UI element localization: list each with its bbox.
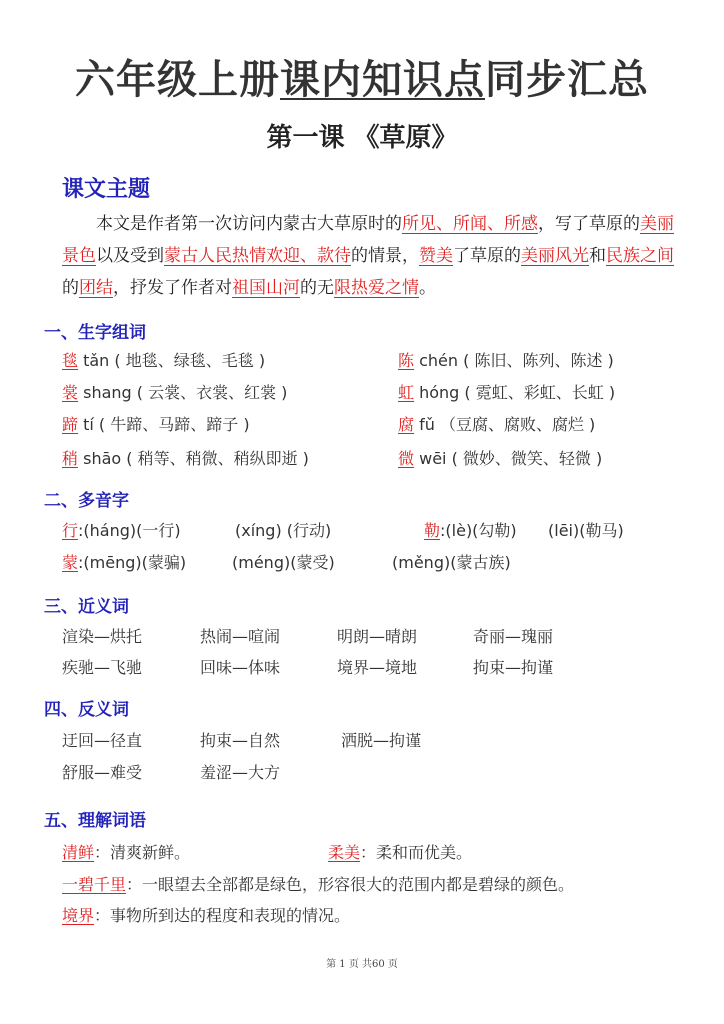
vocab-definition: ：事物所到达的程度和表现的情况。	[94, 906, 351, 925]
polyphone-row	[62, 550, 186, 573]
synonym-pair: 热闹—喧闹	[200, 627, 281, 646]
reading: :(mēng)(蒙骗)	[78, 553, 187, 572]
section-heading-antonyms: 四、反义词	[44, 700, 129, 720]
theme-heading: 课文主题	[62, 177, 151, 202]
char: 微	[398, 449, 415, 468]
char-row	[398, 446, 602, 469]
highlighted-phrase: 美丽景色	[62, 214, 674, 266]
char: 蹄	[62, 415, 79, 434]
char-row	[62, 380, 287, 403]
char: 蒙	[62, 553, 79, 572]
section-heading-synonyms: 三、近义词	[44, 597, 129, 617]
vocab-item	[62, 903, 350, 926]
vocab-item	[328, 840, 472, 863]
highlighted-phrase: 蒙古人民热情欢迎、款待	[164, 246, 351, 266]
highlighted-phrase: 民族之间	[606, 246, 674, 266]
antonym-pair: 羞涩—大方	[200, 763, 281, 782]
text-segment: ，写了草原的	[538, 214, 640, 234]
text-segment: 了草原的	[453, 246, 521, 266]
vocab-item	[62, 872, 574, 895]
char: 行	[62, 521, 79, 540]
vocab-definition: ：一眼望去全部都是绿色，形容很大的范围内都是碧绿的颜色。	[126, 875, 575, 894]
char-words: fǔ （豆腐、腐败、腐烂 )	[414, 415, 596, 434]
vocab-term: 柔美	[328, 843, 361, 862]
vocab-term: 境界	[62, 906, 95, 925]
section-heading-characters: 一、生字组词	[44, 323, 146, 343]
reading: (méng)(蒙受)	[232, 553, 335, 572]
highlighted-phrase: 所见、所闻、所感	[402, 214, 538, 234]
reading: (xíng) (行动)	[235, 521, 332, 540]
antonym-pair: 拘束—自然	[200, 731, 281, 750]
synonym-pair: 回味—体味	[200, 658, 281, 677]
section-heading-vocabulary: 五、理解词语	[44, 811, 146, 831]
text-segment: 本文是作者第一次访问内蒙古大草原时的	[62, 214, 402, 234]
vocab-term: 清鲜	[62, 843, 95, 862]
synonym-pair: 明朗—晴朗	[337, 627, 418, 646]
char-row	[62, 446, 309, 469]
char-words: shāo ( 稍等、稍微、稍纵即逝 )	[78, 449, 309, 468]
char-words: chén ( 陈旧、陈列、陈述 )	[414, 351, 614, 370]
char-words: wēi ( 微妙、微笑、轻微 )	[414, 449, 603, 468]
char-row	[398, 380, 615, 403]
char: 裳	[62, 383, 79, 402]
reading: :(lè)(勾勒)	[440, 521, 517, 540]
antonym-pair: 洒脱—拘谨	[341, 731, 422, 750]
text-segment: ，抒发了作者对	[113, 278, 232, 298]
polyphone-row	[424, 518, 517, 541]
antonym-pair: 舒服—难受	[62, 763, 143, 782]
char-row	[62, 348, 265, 371]
highlighted-phrase: 祖国山河	[232, 278, 300, 298]
char-words: tí ( 牛蹄、马蹄、蹄子 )	[78, 415, 250, 434]
char-words: tǎn ( 地毯、绿毯、毛毯 )	[78, 351, 266, 370]
highlighted-phrase: 美丽风光	[521, 246, 589, 266]
reading: (měng)(蒙古族)	[392, 553, 511, 572]
lesson-title: 第一课 《草原》	[266, 123, 458, 153]
text-segment: 的	[62, 278, 79, 298]
synonym-pair: 奇丽—瑰丽	[473, 627, 554, 646]
polyphone-row	[62, 518, 181, 541]
text-segment: 以及受到	[96, 246, 164, 266]
vocab-definition: ：柔和而优美。	[360, 843, 473, 862]
reading: (lēi)(勒马)	[548, 521, 624, 540]
char-words: shang ( 云裳、衣裳、红裳 )	[78, 383, 288, 402]
synonym-pair: 拘束—拘谨	[473, 658, 554, 677]
char: 虹	[398, 383, 415, 402]
char: 稍	[62, 449, 79, 468]
text-segment: 的情景，	[351, 246, 419, 266]
char: 腐	[398, 415, 415, 434]
highlighted-phrase: 团结	[79, 278, 113, 298]
antonym-pair: 迂回—径直	[62, 731, 143, 750]
char: 勒	[424, 521, 441, 540]
document-title	[0, 48, 724, 105]
page-number: 第 1 页 共60 页	[326, 959, 398, 970]
char: 毯	[62, 351, 79, 370]
vocab-definition: ：清爽新鲜。	[94, 843, 191, 862]
vocab-term: 一碧千里	[62, 875, 127, 894]
highlighted-phrase: 赞美	[419, 246, 453, 266]
char: 陈	[398, 351, 415, 370]
char-row	[62, 412, 250, 435]
reading: :(háng)(一行)	[78, 521, 181, 540]
char-words: hóng ( 霓虹、彩虹、长虹 )	[414, 383, 616, 402]
synonym-pair: 渲染—烘托	[62, 627, 143, 646]
vocab-item	[62, 840, 190, 863]
text-segment: 。	[419, 278, 436, 298]
highlighted-phrase: 限热爱之情	[334, 278, 419, 298]
text-segment: 的无	[300, 278, 334, 298]
char-row	[398, 348, 614, 371]
title-part: 同步汇总	[485, 57, 649, 103]
theme-paragraph	[62, 208, 682, 304]
title-part: 六年级上册	[75, 57, 280, 103]
section-heading-polyphones: 二、多音字	[44, 491, 129, 511]
char-row	[398, 412, 595, 435]
text-segment: 和	[589, 246, 606, 266]
title-underlined-part: 课内知识点	[280, 57, 485, 103]
synonym-pair: 境界—境地	[337, 658, 418, 677]
synonym-pair: 疾驰—飞驰	[62, 658, 143, 677]
